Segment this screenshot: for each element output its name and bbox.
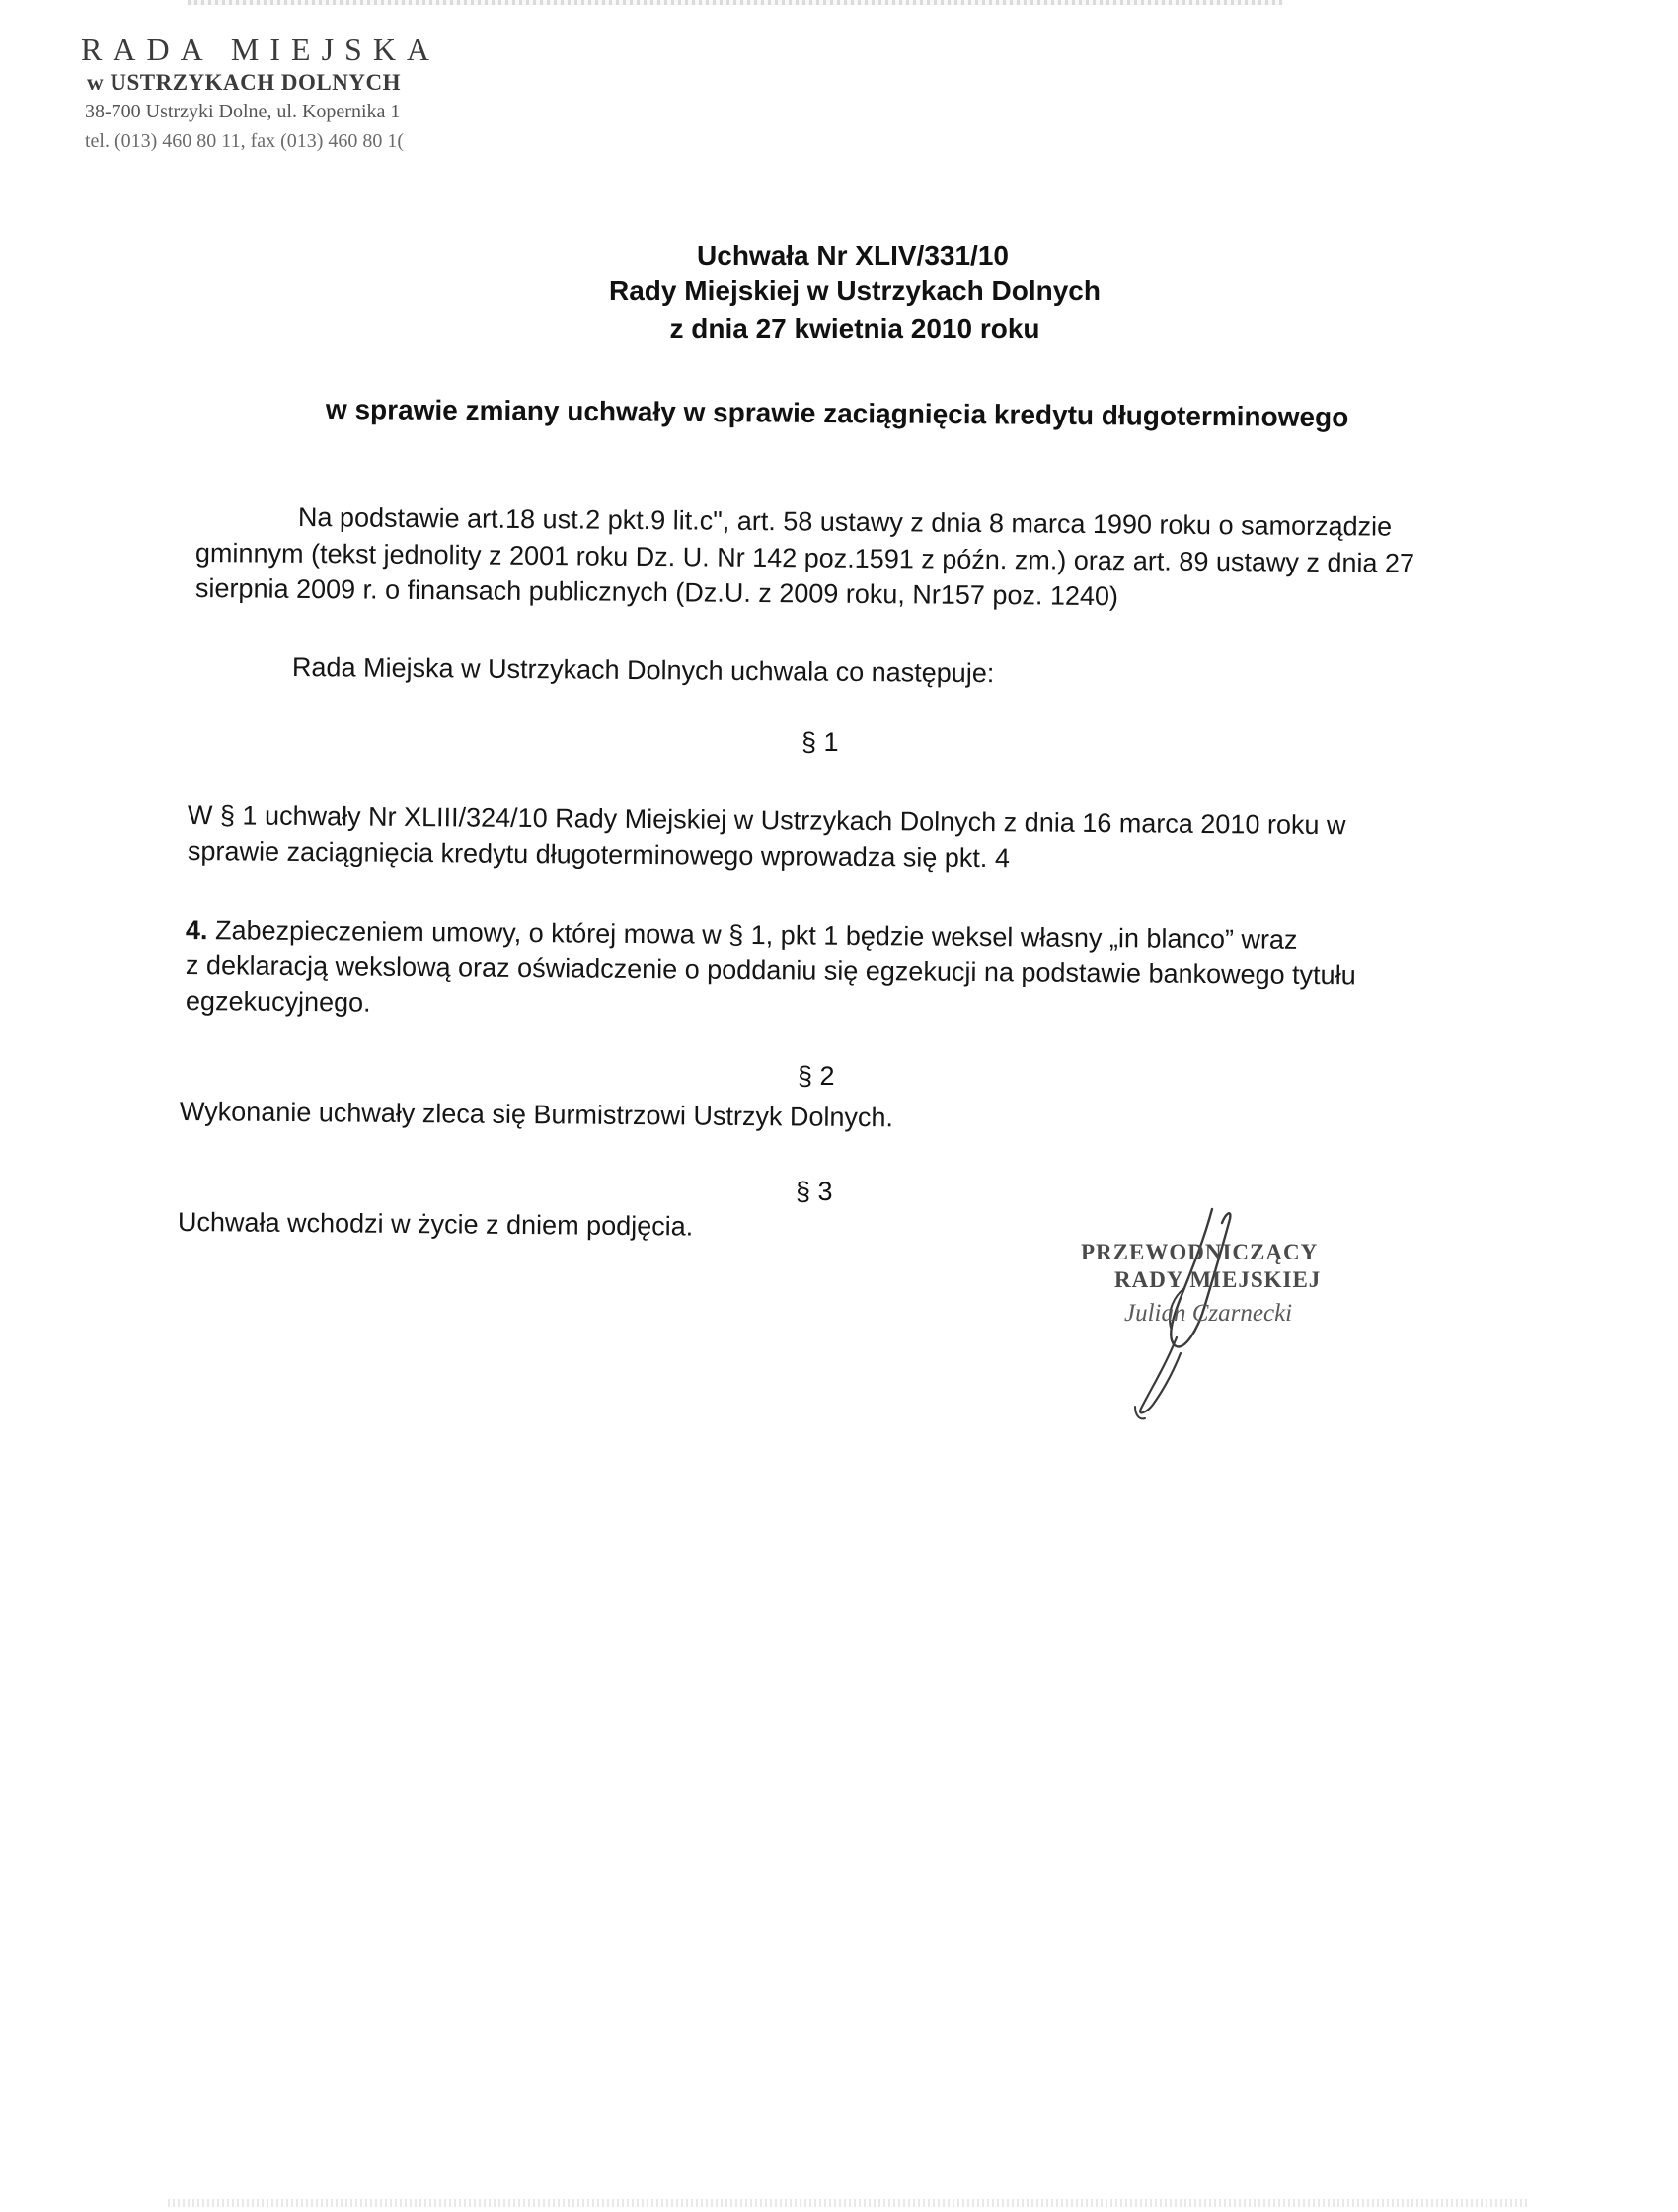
section-2-text: Wykonanie uchwały zleca się Burmistrzowi Ustrzyk Dolnych. xyxy=(179,1097,894,1133)
council-name xyxy=(16,272,1678,310)
council-stamp xyxy=(81,30,535,156)
stamp-address: 38-700 Ustrzyki Dolne, ul. Kopernika 1 xyxy=(85,101,401,122)
basis-line-3: sierpnia 2009 r. o finansach publicznych (Dz.U. z 2009 roku, Nr157 poz. 1240) xyxy=(194,573,1119,612)
point-4-line-2: z deklaracją wekslową oraz oświadczenie o poddaniu się egzekucji na podstawie bankowego tytułu xyxy=(185,951,1356,991)
scan-artifact-bottom xyxy=(168,2199,1530,2207)
resolves-statement: Rada Miejska w Ustrzykach Dolnych uchwala co następuje: xyxy=(291,652,995,689)
signature-role-line-2: RADY MIEJSKIEJ xyxy=(1114,1267,1322,1292)
stamp-contact: tel. (013) 460 80 11, fax (013) 460 80 1( xyxy=(85,130,405,152)
resolution-number-text: Uchwała Nr XLIV/331/10 xyxy=(697,240,1009,270)
section-1-mark: § 1 xyxy=(801,727,839,757)
signature-role-line-1: PRZEWODNICZĄCY xyxy=(1081,1240,1319,1264)
basis-line-1: Na podstawie art.18 ust.2 pkt.9 lit.c", art. 58 ustawy z dnia 8 marca 1990 roku o samorządzie xyxy=(297,502,1393,542)
section-2-mark: § 2 xyxy=(798,1061,835,1091)
basis-line-2: gminnym (tekst jednolity z 2001 roku Dz. U. Nr 142 poz.1591 z późn. zm.) oraz art. 89 ustawy z dnia 27 xyxy=(194,538,1415,578)
signature-block xyxy=(1081,1239,1397,1334)
council-name-text: Rady Miejskiej w Ustrzykach Dolnych xyxy=(609,275,1101,306)
signature-name: Julian Czarnecki xyxy=(1124,1300,1293,1327)
section-1-line-2: sprawie zaciągnięcia kredytu długoterminowego wprowadza się pkt. 4 xyxy=(187,836,1011,874)
stamp-title: RADA MIEJSKA xyxy=(81,32,441,67)
point-4-line-3: egzekucyjnego. xyxy=(185,986,371,1018)
section-1-line-1: W § 1 uchwały Nr XLIII/324/10 Rady Miejskiej w Ustrzykach Dolnych z dnia 16 marca 2010 roku w xyxy=(187,801,1346,841)
point-4-number: 4. xyxy=(185,915,208,946)
section-3-mark: § 3 xyxy=(796,1177,833,1206)
resolution-date-text: z dnia 27 kwietnia 2010 roku xyxy=(669,313,1040,343)
scan-artifact-top xyxy=(188,0,1283,5)
resolution-number xyxy=(14,237,1678,274)
stamp-subtitle: w USTRZYKACH DOLNYCH xyxy=(87,70,401,95)
point-4-line-1: Zabezpieczeniem umowy, o której mowa w § 1, pkt 1 będzie weksel własny „in blanco” wraz xyxy=(214,915,1298,954)
section-3-text: Uchwała wchodzi w życie z dniem podjęcia. xyxy=(177,1207,694,1242)
resolution-subject: w sprawie zmiany uchwały w sprawie zaciągnięcia kredytu długoterminowego xyxy=(325,394,1349,433)
resolution-date xyxy=(16,310,1678,347)
